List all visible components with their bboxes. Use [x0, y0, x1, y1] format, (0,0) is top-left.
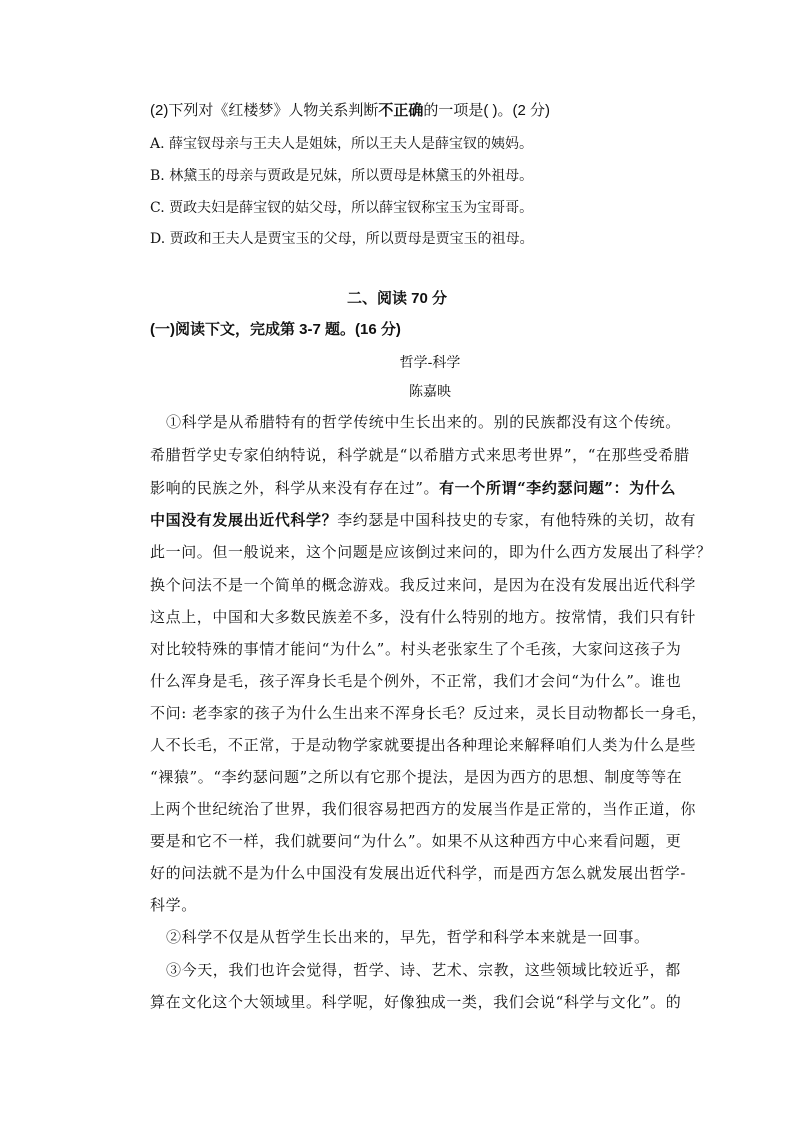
paragraph-line: 要是和它不一样，我们就要问“为什么”。如果不从这种西方中心来看问题，更	[150, 832, 682, 850]
option-a: A. 薛宝钗母亲与王夫人是姐妹，所以王夫人是薛宝钗的姨妈。	[150, 136, 534, 152]
article-title: 哲学-科学	[399, 355, 461, 371]
paragraph-line: “裸猿”。“李约瑟问题”之所以有它那个提法，是因为西方的思想、制度等等在	[150, 768, 683, 786]
paragraph-line: 算在文化这个大领域里。科学呢，好像独成一类，我们会说“科学与文化”。的	[150, 993, 682, 1011]
question-stem-tail: 的一项是( )。(2 分)	[423, 102, 551, 119]
paragraph-line: 上两个世纪统治了世界，我们很容易把西方的发展当作是正常的，当作正道，你	[150, 800, 697, 818]
paragraph-line	[150, 510, 697, 530]
paragraph-line: 科学。	[150, 896, 197, 914]
section-heading: 二、阅读 70 分	[346, 290, 448, 307]
paragraph-line: 希腊哲学史专家伯纳特说，科学就是“以希腊方式来思考世界”，“在那些受希腊	[150, 446, 690, 464]
paragraph-line: 人不长毛，不正常，于是动物学家就要提出各种理论来解释咱们人类为什么是些	[150, 736, 697, 754]
paragraph-line: 换个问法不是一个简单的概念游戏。我反过来问，是因为在没有发展出近代科学	[150, 576, 697, 594]
paragraph-emphasis: 中国没有发展出近代科学？	[150, 511, 338, 529]
question-stem-text: (2)下列对《红楼梦》人物关系判断	[150, 102, 379, 119]
option-d: D. 贾政和王夫人是贾宝玉的父母，所以贾母是贾宝玉的祖母。	[150, 231, 534, 247]
paragraph-emphasis: 有一个所谓“李约瑟问题”：为什么	[439, 479, 676, 497]
paragraph-line: 好的问法就不是为什么中国没有发展出近代科学，而是西方怎么就发展出哲学-	[150, 864, 687, 882]
paragraph-line: 什么浑身是毛，孩子浑身长毛是个例外，不正常，我们才会问“为什么”。谁也	[150, 672, 682, 690]
question-stem-emphasis: 不正确	[378, 102, 424, 119]
paragraph-line: 此一问。但一般说来，这个问题是应该倒过来问的，即为什么西方发展出了科学？	[150, 543, 712, 561]
question-stem	[150, 101, 550, 121]
paragraph-line: ②科学不仅是从哲学生长出来的，早先，哲学和科学本来就是一回事。	[166, 928, 650, 946]
subsection-heading: (一)阅读下文，完成第 3-7 题。(16 分)	[150, 321, 401, 338]
paragraph-text: 影响的民族之外，科学从来没有存在过”。	[150, 479, 440, 497]
option-b: B. 林黛玉的母亲与贾政是兄妹，所以贾母是林黛玉的外祖母。	[150, 168, 534, 184]
article-author: 陈嘉映	[409, 384, 451, 400]
paragraph-line: ③今天，我们也许会觉得，哲学、诗、艺术、宗教，这些领域比较近乎，都	[166, 961, 681, 979]
paragraph-line: 对比较特殊的事情才能问“为什么”。村头老张家生了个毛孩，大家问这孩子为	[150, 640, 682, 658]
paragraph-line: ①科学是从希腊特有的哲学传统中生长出来的。别的民族都没有这个传统。	[166, 413, 681, 431]
paragraph-text: 李约瑟是中国科技史的专家，有他特殊的关切，故有	[337, 511, 697, 529]
paragraph-line: 不问: 老李家的孩子为什么生出来不浑身长毛？反过来，灵长目动物都长一身毛，	[150, 704, 708, 722]
option-c: C. 贾政夫妇是薛宝钗的姑父母，所以薛宝钗称宝玉为宝哥哥。	[150, 200, 534, 216]
paragraph-line: 这点上，中国和大多数民族差不多，没有什么特别的地方。按常情，我们只有针	[150, 608, 697, 626]
paragraph-line	[150, 478, 675, 498]
